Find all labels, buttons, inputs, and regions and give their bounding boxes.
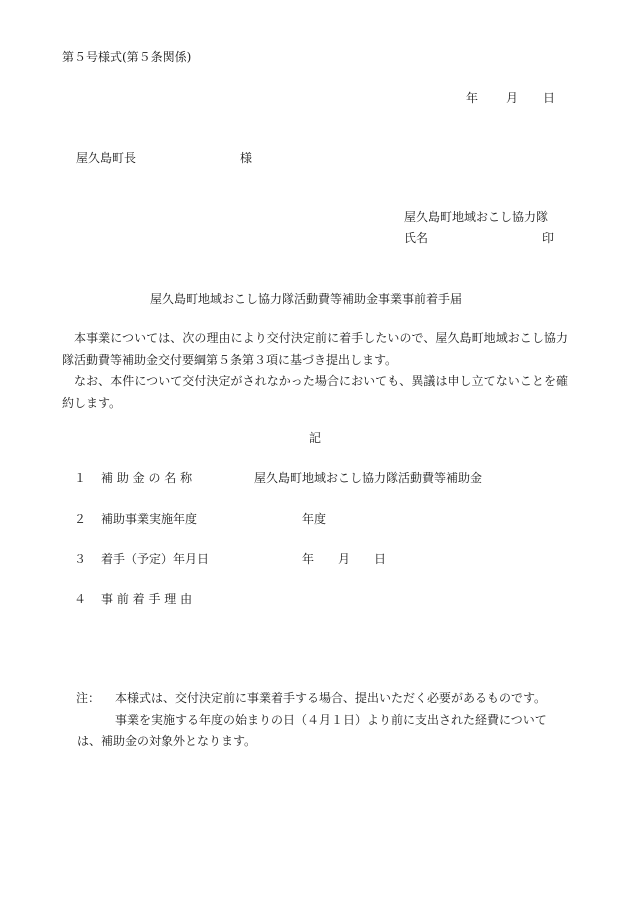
date-month: 月: [506, 91, 519, 105]
item-number: ４: [74, 592, 87, 606]
item-value: 年度: [302, 512, 327, 526]
ki-heading: 記: [309, 431, 322, 445]
form-number: 第５号様式(第５条関係): [62, 50, 192, 64]
date-day: 日: [543, 91, 556, 105]
applicant-name-label: 氏名: [404, 231, 429, 245]
item-number: ３: [74, 552, 87, 566]
note-label: 注：: [76, 691, 101, 705]
item-label: 補 助 金 の 名 称: [101, 471, 193, 485]
item-number: ２: [74, 512, 87, 526]
item-label: 着手（予定）年月日: [101, 552, 210, 566]
body-paragraph-2: なお、本件について交付決定がされなかった場合においても、異議は申し立てないことを確約します。: [62, 374, 568, 410]
note-line-2: 事業を実施する年度の始まりの日（４月１日）より前に支出された経費については、補助金の対象外となります。: [77, 713, 547, 748]
note-line-1: 本様式は、交付決定前に事業着手する場合、提出いただく必要があるものです。: [115, 691, 547, 705]
item-value: 年 月 日: [302, 552, 387, 566]
applicant-org: 屋久島町地域おこし協力隊: [404, 210, 549, 224]
applicant-seal: 印: [542, 231, 555, 245]
addressee-honorific: 様: [240, 151, 253, 165]
date-year: 年: [466, 91, 479, 105]
item-number: １: [74, 471, 87, 485]
document-title: 屋久島町地域おこし協力隊活動費等補助金事業事前着手届: [150, 292, 463, 306]
item-label: 事 前 着 手 理 由: [101, 592, 193, 606]
addressee-title: 屋久島町長: [76, 151, 137, 165]
item-value: 屋久島町地域おこし協力隊活動費等補助金: [254, 471, 483, 485]
body-paragraph-1: 本事業については、次の理由により交付決定前に着手したいので、屋久島町地域おこし協力隊活動費等補助金交付要綱第５条第３項に基づき提出します。: [62, 331, 568, 367]
item-label: 補助事業実施年度: [101, 512, 198, 526]
